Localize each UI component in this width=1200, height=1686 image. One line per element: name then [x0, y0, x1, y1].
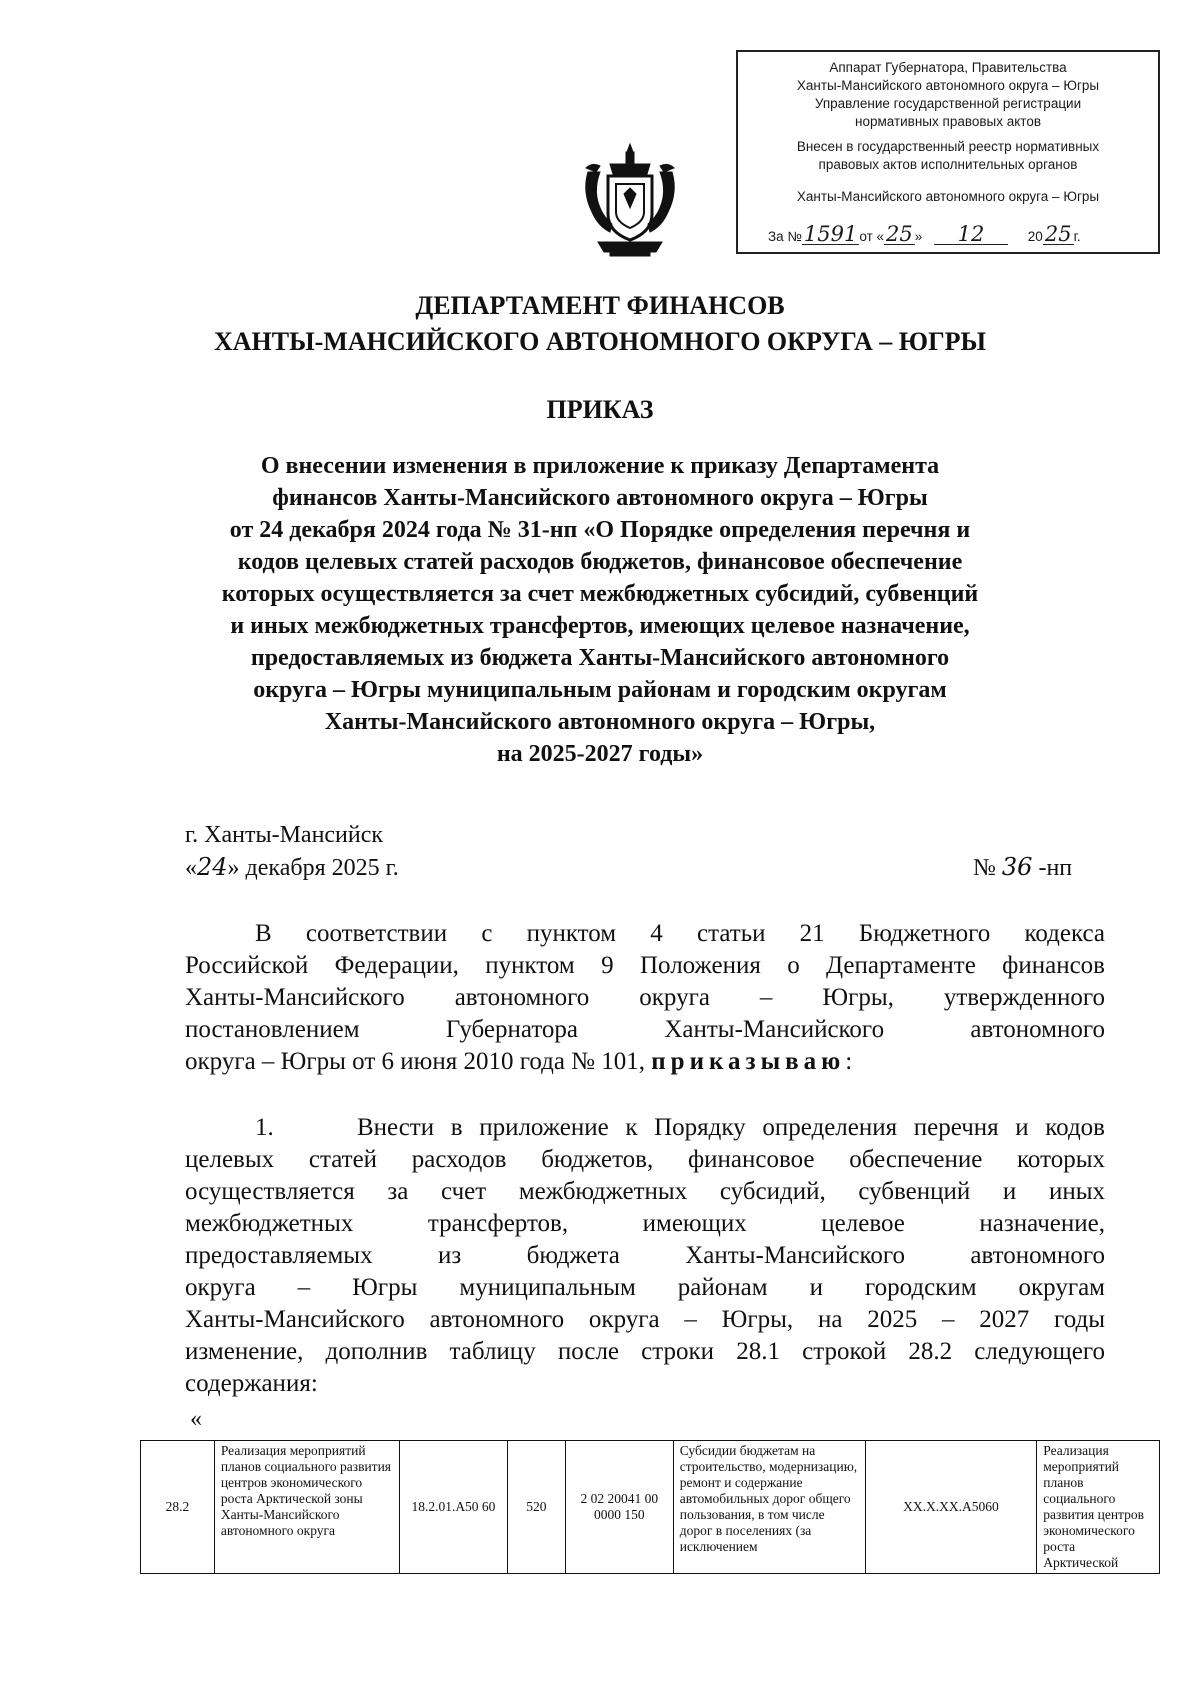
stamp-reg-year-suffix: г. [1073, 229, 1081, 244]
subject-line: О внесении изменения в приложение к приказу Департамента [260, 453, 940, 479]
table-cell-vr: 520 [507, 1441, 565, 1574]
subject-line: кодов целевых статей расходов бюджетов, финансовое обеспечение [237, 549, 963, 575]
paragraph-line: Российской Федерации, пунктом 9 Положения о Департаменте финансов [185, 952, 1105, 979]
subject-line: финансов Ханты-Мансийского автономного округа – Югры [272, 485, 928, 511]
paragraph-line: Ханты-Мансийского автономного округа – Югры, на 2025 – 2027 годы [185, 1306, 1105, 1333]
coat-of-arms-icon [580, 142, 680, 260]
table-cell-number: 28.2 [141, 1441, 215, 1574]
table-cell-kd: 2 02 20041 00 0000 150 [565, 1441, 673, 1574]
table-cell-code: 18.2.01.А50 60 [399, 1441, 507, 1574]
number-handwritten: 36 [1001, 853, 1033, 881]
subject-line: округа – Югры муниципальным районам и городским округам [253, 677, 947, 703]
date-day-handwritten: 24 [197, 853, 228, 881]
order-number [973, 852, 1072, 883]
table-cell-description: Субсидии бюджетам на строительство, модернизацию, ремонт и содержание автомобильных дорог общего пользования, в том числе дорог в поселениях (за исключением [673, 1441, 865, 1574]
paragraph-line: В соответствии с пунктом 4 статьи 21 Бюджетного кодекса [255, 920, 1105, 947]
city: г. Ханты-Мансийск [185, 822, 384, 848]
paragraph-line: Ханты-Мансийского автономного округа – Югры, утвержденного [185, 984, 1105, 1011]
order-subject [150, 450, 1050, 770]
paragraph-item-1 [185, 1112, 1105, 1400]
paragraph-line: изменение, дополнив таблицу после строки 28.1 строкой 28.2 следующего [185, 1338, 1105, 1365]
stamp-line: Ханты-Мансийского автономного округа – Югры [796, 189, 1100, 204]
preamble-text: округа – Югры от 6 июня 2010 года № 101, [185, 1048, 652, 1075]
order-keyword: приказываю [651, 1048, 846, 1075]
preamble-end: : [845, 1048, 853, 1075]
paragraph-line: постановлением Губернатора Ханты-Мансийского автономного [185, 1016, 1105, 1043]
order-date [185, 852, 399, 883]
paragraph-line: округа – Югры муниципальным районам и городским округам [185, 1274, 1105, 1301]
stamp-reg-year-prefix: 20 [1027, 229, 1043, 244]
stamp-line: правовых актов исполнительных органов [818, 157, 1078, 172]
targets-table [140, 1440, 1160, 1574]
subject-line: на 2025-2027 годы» [496, 741, 704, 767]
document-type: ПРИКАЗ [546, 395, 654, 424]
table-cell-local-name: Реализация мероприятий планов социального развития центров экономического роста Арктической [1037, 1441, 1160, 1574]
paragraph-line: предоставляемых из бюджета Ханты-Мансийского автономного [185, 1242, 1105, 1269]
number-prefix: № [973, 855, 996, 881]
paragraph-line: 1. Внести в приложение к Порядку определения перечня и кодов [255, 1114, 1105, 1141]
paragraph-line [185, 1046, 1105, 1078]
paragraph-line: целевых статей расходов бюджетов, финансовое обеспечение которых [185, 1146, 1105, 1173]
paragraph-line: содержания: [185, 1370, 318, 1397]
date-open-quote: « [185, 855, 197, 881]
registration-stamp [736, 50, 1160, 254]
subject-line: Ханты-Мансийского автономного округа – Югры, [324, 709, 876, 735]
stamp-line: Ханты-Мансийского автономного округа – Югры [796, 78, 1100, 93]
number-suffix: -нп [1038, 855, 1073, 881]
paragraph-line: межбюджетных трансфертов, имеющих целевое назначение, [185, 1210, 1105, 1237]
department-name-line1: ДЕПАРТАМЕНТ ФИНАНСОВ [415, 291, 785, 320]
subject-line: и иных межбюджетных трансфертов, имеющих целевое назначение, [230, 613, 970, 639]
stamp-reg-prefix: За № [768, 229, 802, 244]
table-row [141, 1441, 1160, 1574]
table-cell-name: Реализация мероприятий планов социального развития центров экономического роста Арктической зоны Ханты-Мансийского автономного округа [214, 1441, 399, 1574]
stamp-line: нормативных правовых актов [854, 114, 1042, 129]
date-rest: » декабря 2025 г. [227, 855, 399, 881]
stamp-line: Внесен в государственный реестр нормативных [796, 139, 1100, 154]
stamp-reg-day: 25 [886, 222, 913, 246]
subject-line: которых осуществляется за счет межбюджетных субсидий, субвенций [221, 581, 979, 607]
subject-line: от 24 декабря 2024 года № 31-нп «О Порядке определения перечня и [229, 517, 971, 543]
department-name-line2: ХАНТЫ-МАНСИЙСКОГО АВТОНОМНОГО ОКРУГА – ЮГРЫ [213, 327, 987, 356]
table-cell-local-code: ХХ.Х.ХХ.А5060 [865, 1441, 1037, 1574]
paragraph-line: осуществляется за счет межбюджетных субсидий, субвенций и иных [185, 1178, 1105, 1205]
stamp-reg-from: от « [859, 229, 885, 244]
stamp-registration-line [768, 224, 1152, 245]
stamp-reg-year: 25 [1044, 222, 1072, 246]
stamp-reg-close: » [914, 229, 923, 244]
paragraph-preamble [185, 918, 1105, 1078]
stamp-reg-month: 12 [934, 224, 1008, 245]
stamp-line: Управление государственной регистрации [814, 96, 1082, 111]
quote-mark: « [190, 1406, 202, 1432]
stamp-reg-number: 1591 [803, 222, 858, 246]
subject-line: предоставляемых из бюджета Ханты-Мансийского автономного [250, 645, 950, 671]
stamp-line: Аппарат Губернатора, Правительства [829, 60, 1067, 75]
